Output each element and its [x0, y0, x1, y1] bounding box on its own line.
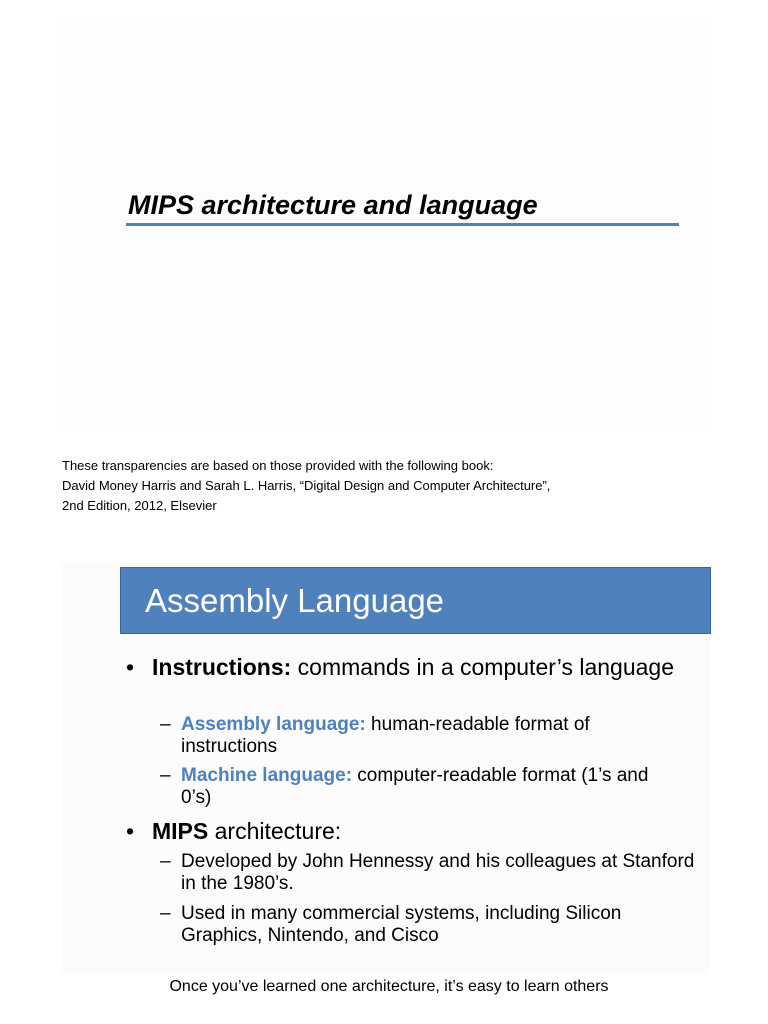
subbullet-text [181, 714, 651, 758]
bullet-text [152, 818, 692, 844]
subbullet-term: Machine language: [181, 765, 353, 786]
subbullet-marker: – [160, 714, 171, 735]
slide-2-title: Assembly Language [145, 582, 445, 619]
subbullet-text [181, 765, 651, 809]
bullet-term: Instructions: [152, 654, 292, 680]
caption: Once you’ve learned one architecture, it’s easy to learn others [169, 978, 609, 995]
subbullet-term: Assembly language: [181, 714, 366, 735]
slide-1 [62, 22, 710, 432]
credits-line-2: David Money Harris and Sarah L. Harris, “Digital Design and Computer Architecture”, [62, 478, 551, 493]
subbullet-body: human-readable format of instructions [181, 714, 590, 757]
bullet-text [152, 654, 692, 680]
subbullet-marker: – [160, 851, 171, 872]
slide-2-header [120, 567, 711, 634]
credits-line-1: These transparencies are based on those provided with the following book: [62, 458, 494, 473]
slide-1-title: MIPS architecture and language [128, 190, 538, 220]
bullet-marker: • [126, 818, 135, 844]
subbullet-body: Developed by John Hennessy and his colleagues at Stanford in the 1980’s. [181, 851, 695, 894]
subbullet-marker: – [160, 903, 171, 924]
subbullet-marker: – [160, 765, 171, 786]
bullet-term: MIPS [152, 818, 209, 844]
credits-note [62, 456, 702, 516]
subbullet-body: Used in many commercial systems, including Silicon Graphics, Nintendo, and Cisco [181, 903, 622, 946]
title-underline [126, 223, 679, 226]
bullet-marker: • [126, 654, 135, 680]
credits-line-3: 2nd Edition, 2012, Elsevier [62, 498, 217, 513]
bullet-body: commands in a computer’s language [291, 654, 674, 680]
subbullet-body: computer-readable format (1’s and 0’s) [181, 765, 649, 808]
bullet-body: architecture: [208, 818, 342, 844]
